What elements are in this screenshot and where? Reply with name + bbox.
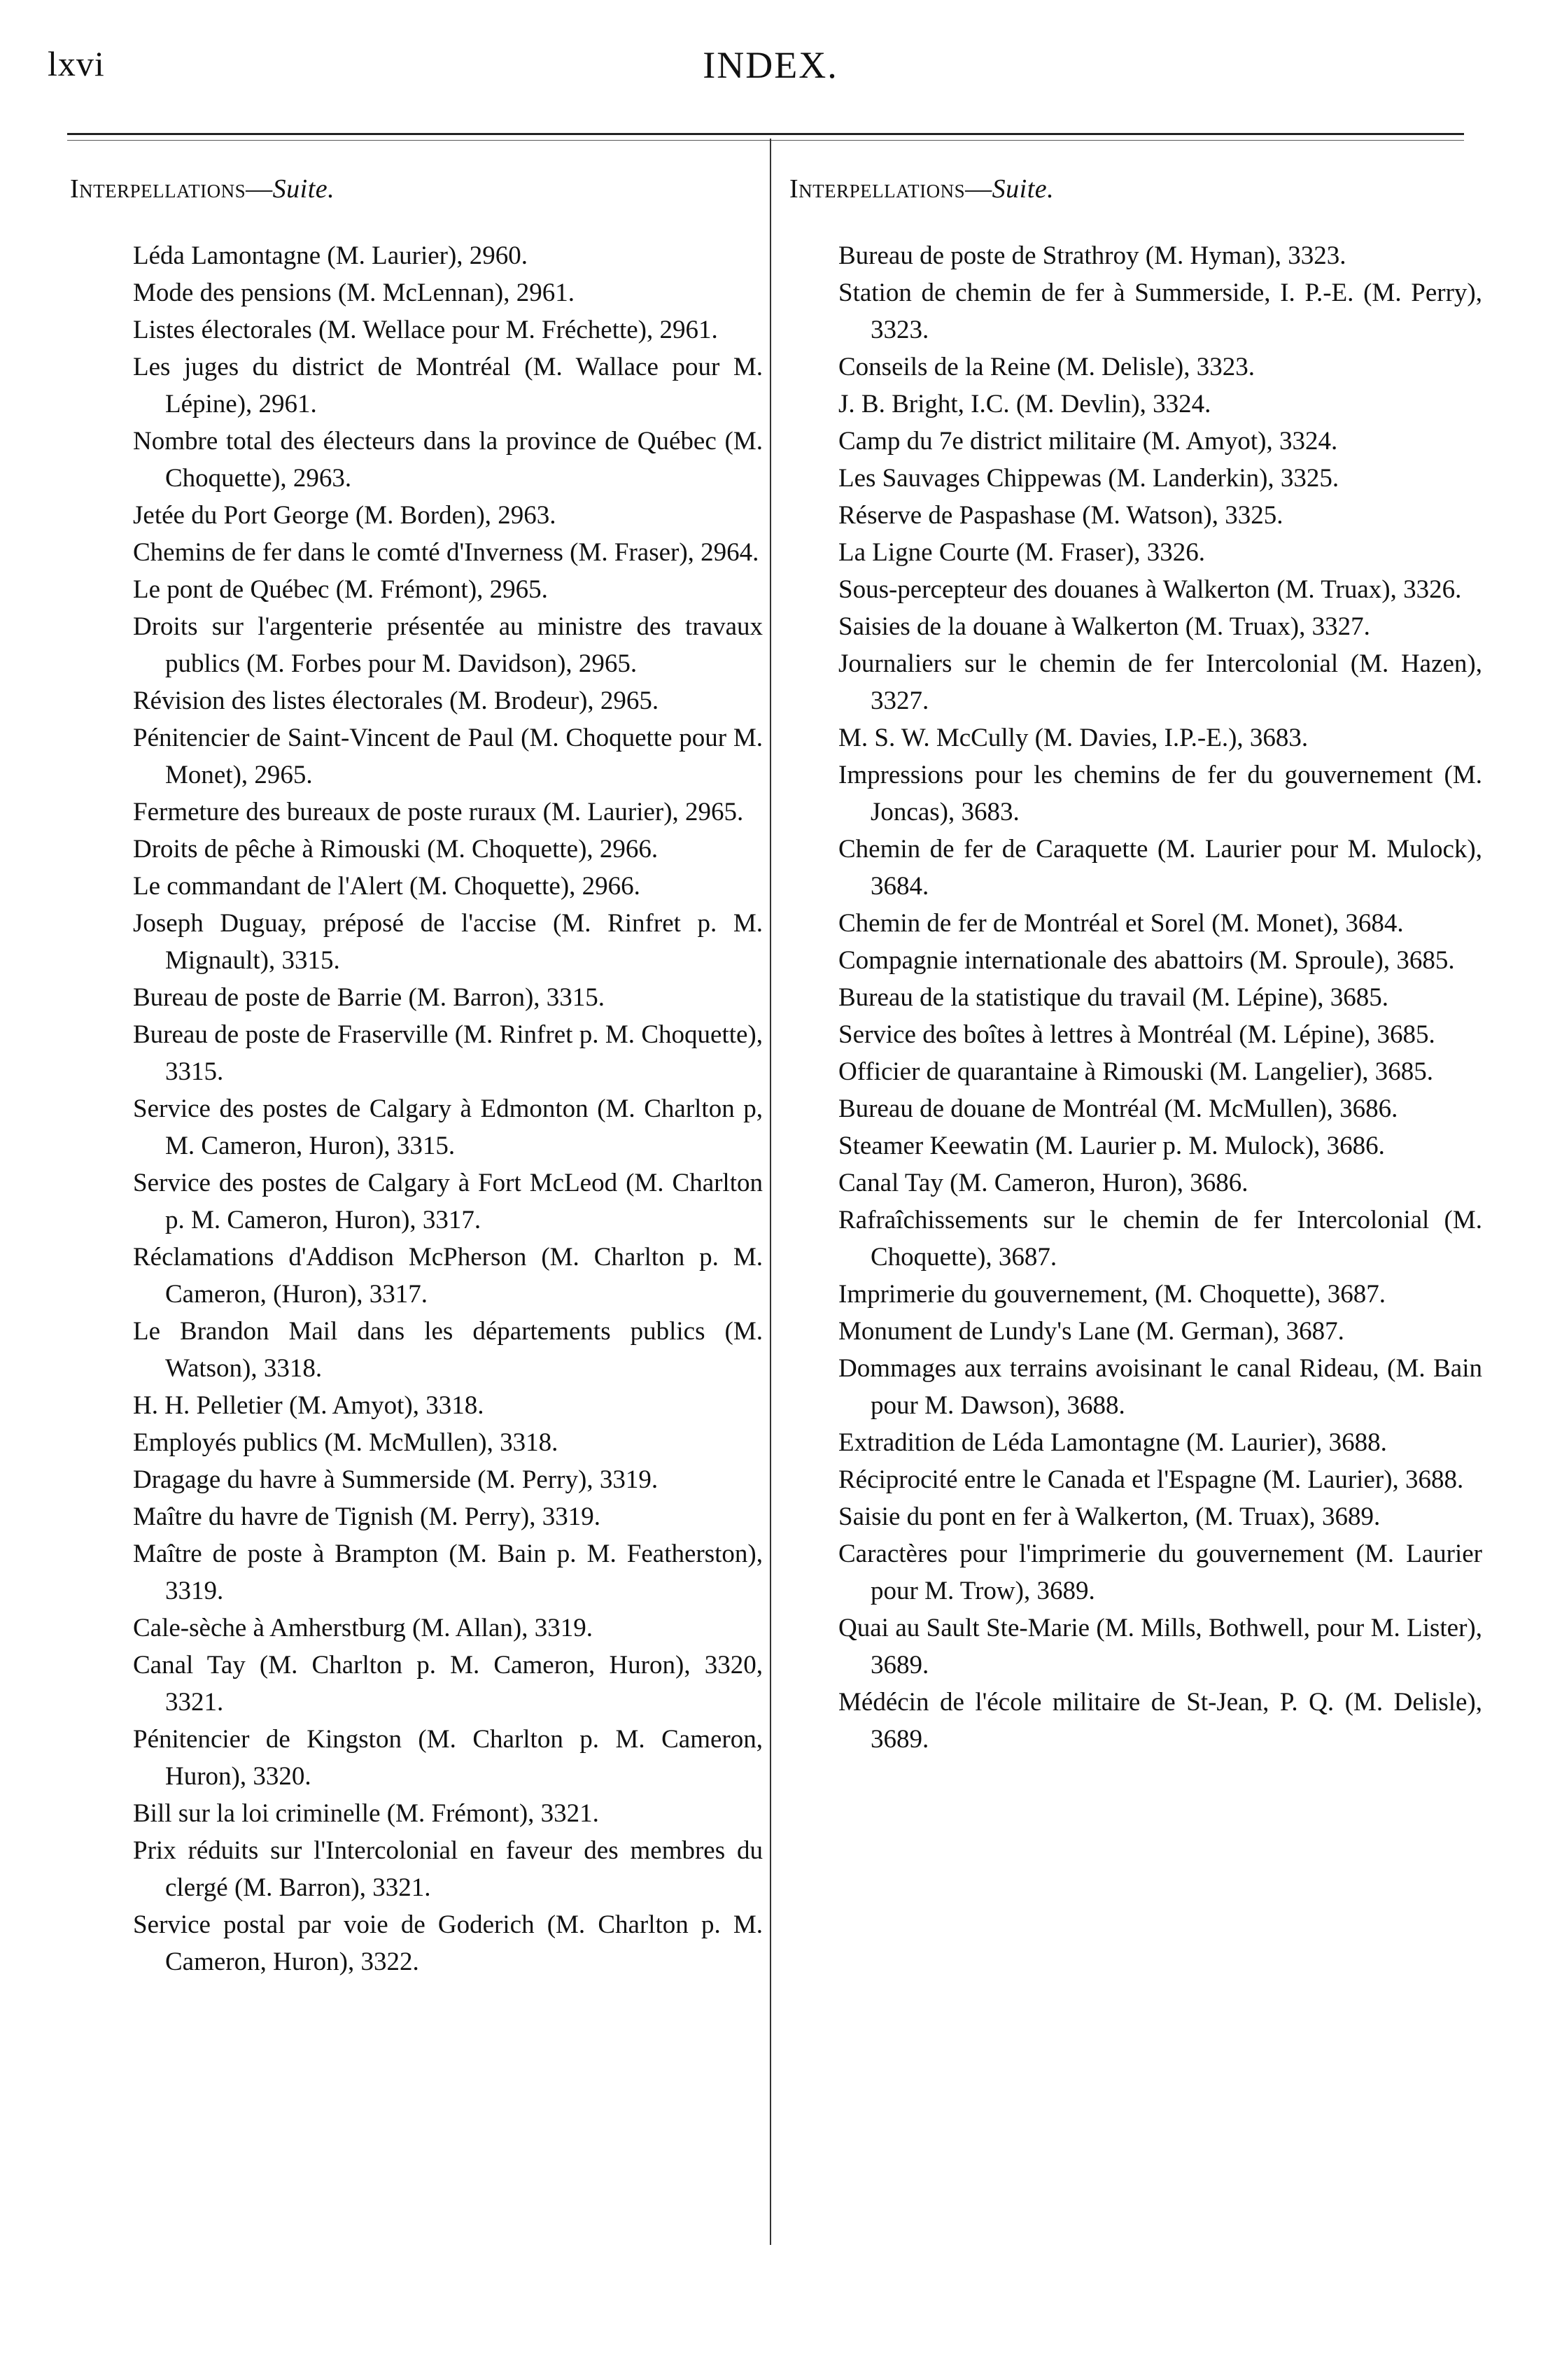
index-entry: Saisie du pont en fer à Walkerton, (M. Truax), 3689. bbox=[838, 1502, 1381, 1531]
page-title: INDEX. bbox=[703, 44, 838, 86]
index-entry: Employés publics (M. McMullen), 3318. bbox=[133, 1428, 558, 1457]
index-entry: Station de chemin de fer à Summerside, I. P.-E. (M. Perry), 3323. bbox=[838, 279, 1482, 344]
index-entry: Dommages aux terrains avoisinant le canal Rideau, (M. Bain pour M. Dawson), 3688. bbox=[838, 1354, 1482, 1420]
index-entry: Camp du 7e district militaire (M. Amyot), 3324. bbox=[838, 427, 1338, 456]
index-entry: Bill sur la loi criminelle (M. Frémont), 3321. bbox=[133, 1799, 599, 1828]
index-entry: Le pont de Québec (M. Frémont), 2965. bbox=[133, 575, 548, 604]
index-entry: Steamer Keewatin (M. Laurier p. M. Mulock), 3686. bbox=[838, 1132, 1385, 1160]
index-entry: Droits sur l'argenterie présentée au ministre des travaux publics (M. Forbes pour M. Davidson), 2965. bbox=[133, 612, 763, 678]
index-entry: Rafraîchissements sur le chemin de fer Intercolonial (M. Choquette), 3687. bbox=[838, 1206, 1482, 1272]
left-column bbox=[70, 171, 763, 1980]
index-entry: Bureau de poste de Fraserville (M. Rinfret p. M. Choquette), 3315. bbox=[133, 1020, 763, 1086]
left-entries bbox=[70, 237, 763, 1980]
index-entry: Nombre total des électeurs dans la province de Québec (M. Choquette), 2963. bbox=[133, 427, 763, 493]
index-entry: Bureau de poste de Barrie (M. Barron), 3315. bbox=[133, 983, 605, 1012]
index-entry: Impressions pour les chemins de fer du gouvernement (M. Joncas), 3683. bbox=[838, 761, 1482, 826]
index-entry: Pénitencier de Saint-Vincent de Paul (M. Choquette pour M. Monet), 2965. bbox=[133, 724, 763, 789]
index-entry: Monument de Lundy's Lane (M. German), 3687. bbox=[838, 1317, 1344, 1346]
index-entry: Fermeture des bureaux de poste ruraux (M. Laurier), 2965. bbox=[133, 798, 744, 826]
index-entry: Bureau de poste de Strathroy (M. Hyman), 3323. bbox=[838, 241, 1346, 270]
index-entry: Imprimerie du gouvernement, (M. Choquette), 3687. bbox=[838, 1280, 1386, 1309]
header-rule bbox=[67, 133, 1464, 135]
index-entry: Chemins de fer dans le comté d'Inverness (M. Fraser), 2964. bbox=[133, 538, 759, 567]
heading-text: Interpellations bbox=[70, 174, 246, 204]
heading-text: Interpellations bbox=[789, 174, 966, 204]
index-entry: Saisies de la douane à Walkerton (M. Truax), 3327. bbox=[838, 612, 1370, 641]
index-entry: M. S. W. McCully (M. Davies, I.P.-E.), 3683. bbox=[838, 724, 1309, 752]
column-divider bbox=[770, 139, 771, 2245]
index-entry: Révision des listes électorales (M. Brodeur), 2965. bbox=[133, 686, 659, 715]
index-entry: La Ligne Courte (M. Fraser), 3326. bbox=[838, 538, 1206, 567]
index-entry: Les juges du district de Montréal (M. Wallace pour M. Lépine), 2961. bbox=[133, 353, 763, 418]
index-entry: Listes électorales (M. Wellace pour M. Fréchette), 2961. bbox=[133, 316, 718, 344]
index-entry: Maître de poste à Brampton (M. Bain p. M. Featherston), 3319. bbox=[133, 1540, 763, 1605]
index-entry: Mode des pensions (M. McLennan), 2961. bbox=[133, 279, 575, 307]
index-entry: Bureau de la statistique du travail (M. Lépine), 3685. bbox=[838, 983, 1389, 1012]
index-entry: Quai au Sault Ste-Marie (M. Mills, Bothwell, pour M. Lister), 3689. bbox=[838, 1614, 1482, 1680]
index-entry: Caractères pour l'imprimerie du gouvernement (M. Laurier pour M. Trow), 3689. bbox=[838, 1540, 1482, 1605]
index-entry: Jetée du Port George (M. Borden), 2963. bbox=[133, 501, 556, 530]
right-column-heading: Interpellations—Suite. bbox=[789, 174, 1055, 204]
index-entry: Service postal par voie de Goderich (M. Charlton p. M. Cameron, Huron), 3322. bbox=[133, 1910, 763, 1976]
index-entry: Réciprocité entre le Canada et l'Espagne (M. Laurier), 3688. bbox=[838, 1465, 1464, 1494]
index-entry: Le Brandon Mail dans les départements publics (M. Watson), 3318. bbox=[133, 1317, 763, 1383]
index-entry: Cale-sèche à Amherstburg (M. Allan), 3319. bbox=[133, 1614, 593, 1642]
index-entry: Sous-percepteur des douanes à Walkerton (M. Truax), 3326. bbox=[838, 575, 1462, 604]
heading-suffix: Suite. bbox=[992, 174, 1055, 204]
index-entry: Le commandant de l'Alert (M. Choquette), 2966. bbox=[133, 872, 640, 901]
index-entry: Bureau de douane de Montréal (M. McMullen), 3686. bbox=[838, 1094, 1398, 1123]
index-entry: Journaliers sur le chemin de fer Intercolonial (M. Hazen), 3327. bbox=[838, 649, 1482, 715]
right-column bbox=[789, 171, 1482, 1758]
index-entry: Léda Lamontagne (M. Laurier), 2960. bbox=[133, 241, 528, 270]
index-entry: Dragage du havre à Summerside (M. Perry), 3319. bbox=[133, 1465, 659, 1494]
index-entry: J. B. Bright, I.C. (M. Devlin), 3324. bbox=[838, 390, 1211, 418]
index-entry: Canal Tay (M. Cameron, Huron), 3686. bbox=[838, 1169, 1248, 1197]
heading-suffix: Suite. bbox=[272, 174, 335, 204]
index-entry: Médécin de l'école militaire de St-Jean, P. Q. (M. Delisle), 3689. bbox=[838, 1688, 1482, 1754]
index-entry: Service des postes de Calgary à Fort McLeod (M. Charlton p. M. Cameron, Huron), 3317. bbox=[133, 1169, 763, 1234]
index-entry: Pénitencier de Kingston (M. Charlton p. M. Cameron, Huron), 3320. bbox=[133, 1725, 763, 1791]
page-number: lxvi bbox=[48, 44, 105, 83]
index-entry: Chemin de fer de Montréal et Sorel (M. Monet), 3684. bbox=[838, 909, 1404, 938]
index-entry: Joseph Duguay, préposé de l'accise (M. Rinfret p. M. Mignault), 3315. bbox=[133, 909, 763, 975]
index-entry: Droits de pêche à Rimouski (M. Choquette), 2966. bbox=[133, 835, 659, 864]
index-entry: Prix réduits sur l'Intercolonial en faveur des membres du clergé (M. Barron), 3321. bbox=[133, 1836, 763, 1902]
index-entry: Réclamations d'Addison McPherson (M. Charlton p. M. Cameron, (Huron), 3317. bbox=[133, 1243, 763, 1309]
header-rule-thin bbox=[67, 140, 1464, 141]
index-entry: Officier de quarantaine à Rimouski (M. Langelier), 3685. bbox=[838, 1057, 1434, 1086]
right-entries bbox=[789, 237, 1482, 1758]
index-entry: Maître du havre de Tignish (M. Perry), 3319. bbox=[133, 1502, 600, 1531]
index-entry: Conseils de la Reine (M. Delisle), 3323. bbox=[838, 353, 1255, 381]
index-entry: Service des boîtes à lettres à Montréal (M. Lépine), 3685. bbox=[838, 1020, 1435, 1049]
index-entry: Service des postes de Calgary à Edmonton (M. Charlton p, M. Cameron, Huron), 3315. bbox=[133, 1094, 763, 1160]
left-column-heading: Interpellations—Suite. bbox=[70, 174, 335, 204]
index-entry: Réserve de Paspashase (M. Watson), 3325. bbox=[838, 501, 1283, 530]
index-entry: Les Sauvages Chippewas (M. Landerkin), 3325. bbox=[838, 464, 1339, 493]
index-entry: Compagnie internationale des abattoirs (M. Sproule), 3685. bbox=[838, 946, 1455, 975]
index-entry: H. H. Pelletier (M. Amyot), 3318. bbox=[133, 1391, 484, 1420]
index-entry: Canal Tay (M. Charlton p. M. Cameron, Huron), 3320, 3321. bbox=[133, 1651, 763, 1717]
index-entry: Extradition de Léda Lamontagne (M. Laurier), 3688. bbox=[838, 1428, 1387, 1457]
index-entry: Chemin de fer de Caraquette (M. Laurier pour M. Mulock), 3684. bbox=[838, 835, 1482, 901]
